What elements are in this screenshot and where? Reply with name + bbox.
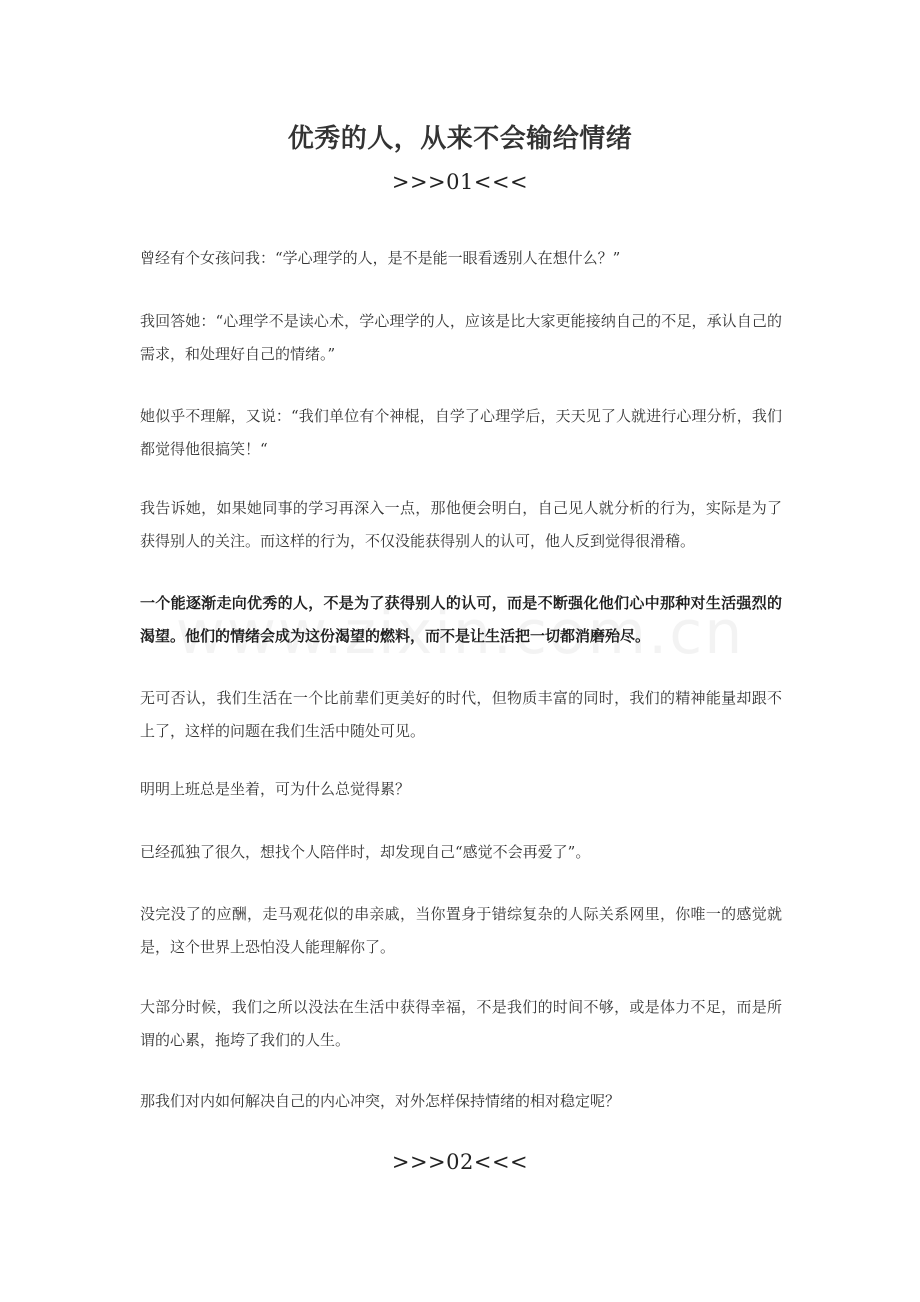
paragraph: 她似乎不理解，又说：“我们单位有个神棍，自学了心理学后，天天见了人就进行心理分析，我们都觉得他很搞笑！“: [140, 407, 782, 458]
page-title: 优秀的人，从来不会输给情绪: [287, 124, 633, 154]
paragraph: 我告诉她，如果她同事的学习再深入一点，那他便会明白，自己见人就分析的行为，实际是为了获得别人的关注。而这样的行为，不仅没能获得别人的认可，他人反到觉得很滑稽。: [140, 499, 782, 550]
paragraph: 大部分时候，我们之所以没法在生活中获得幸福，不是我们的时间不够，或是体力不足，而是所谓的心累，拖垮了我们的人生。: [140, 998, 782, 1049]
paragraph: 明明上班总是坐着，可为什么总觉得累？: [140, 780, 411, 798]
paragraph: 曾经有个女孩问我：“学心理学的人，是不是能一眼看透别人在想什么？”: [140, 249, 621, 267]
paragraph: 没完没了的应酬，走马观花似的串亲戚，当你置身于错综复杂的人际关系网里，你唯一的感觉就是，这个世界上恐怕没人能理解你了。: [140, 905, 782, 956]
paragraph: 无可否认，我们生活在一个比前辈们更美好的时代，但物质丰富的同时，我们的精神能量却跟不上了，这样的问题在我们生活中随处可见。: [140, 689, 782, 740]
paragraph: 已经孤独了很久，想找个人陪伴时，却发现自己“感觉不会再爱了”。: [140, 843, 591, 861]
paragraph: 那我们对内如何解决自己的内心冲突，对外怎样保持情绪的相对稳定呢？: [140, 1092, 621, 1110]
paragraph: 我回答她：“心理学不是读心术，学心理学的人，应该是比大家更能接纳自己的不足，承认自己的需求，和处理好自己的情绪。”: [140, 312, 782, 363]
section-heading-02: >>>02<<<: [391, 1150, 529, 1174]
section-heading-01: >>>01<<<: [391, 170, 529, 194]
paragraph-emphasis: 一个能逐渐走向优秀的人，不是为了获得别人的认可，而是不断强化他们心中那种对生活强烈的渴望。他们的情绪会成为这份渴望的燃料，而不是让生活把一切都消磨殆尽。: [140, 594, 782, 645]
